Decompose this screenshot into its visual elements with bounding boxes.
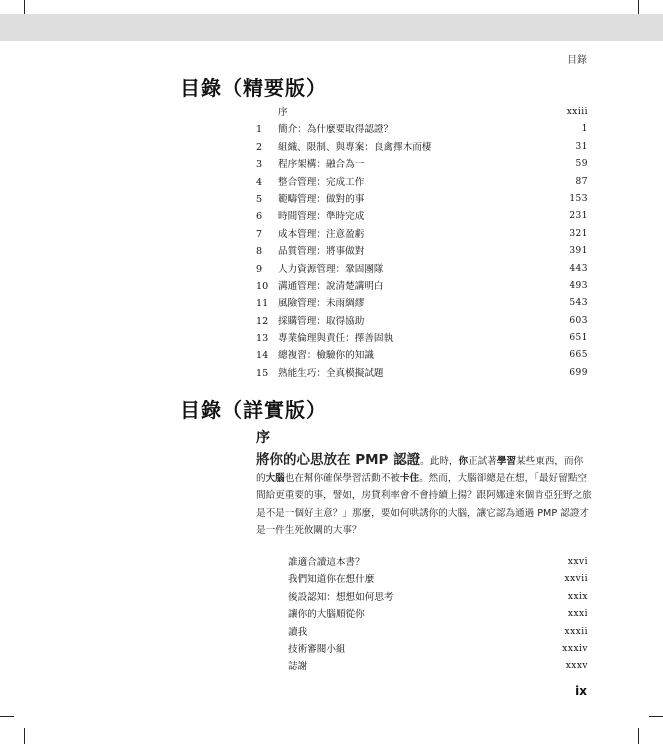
chapter-number: 1 xyxy=(256,124,263,136)
crop-mark xyxy=(24,728,25,744)
toc-entry[interactable] xyxy=(256,208,588,225)
toc-entry[interactable] xyxy=(256,139,588,156)
toc-entry[interactable] xyxy=(256,156,588,173)
chapter-number: 14 xyxy=(256,350,269,362)
page-number: 443 xyxy=(569,263,588,274)
chapter-number: 15 xyxy=(256,367,269,379)
page-number: 493 xyxy=(569,280,588,291)
toc-entry[interactable] xyxy=(256,243,588,260)
chapter-title: 範疇管理：做對的事 xyxy=(278,193,365,205)
toc-entry[interactable] xyxy=(256,191,588,208)
chapter-title: 成本管理：注意盈虧 xyxy=(278,228,365,240)
page-number: 153 xyxy=(569,193,588,204)
section-title: 技術審閱小組 xyxy=(288,643,346,655)
section-title: 誌謝 xyxy=(288,661,308,673)
preface-heading: 序 xyxy=(256,430,270,446)
toc-subentry[interactable] xyxy=(288,554,588,571)
toc-subentry[interactable] xyxy=(288,641,588,658)
page-number: 699 xyxy=(569,367,588,378)
page-number: xxxii xyxy=(564,626,588,637)
page-number: 87 xyxy=(575,176,588,187)
chapter-number: 10 xyxy=(256,280,269,292)
chapter-title: 程序架構：融合為一 xyxy=(278,159,365,171)
page-number: 543 xyxy=(569,298,588,309)
page-number: xxiii xyxy=(566,107,588,117)
toc-entry[interactable] xyxy=(256,226,588,243)
preface-lead: 將你的心思放在 PMP 認證 xyxy=(256,452,421,468)
page-number: 231 xyxy=(569,211,588,222)
toc-subentry[interactable] xyxy=(288,658,588,675)
toc-entry[interactable] xyxy=(256,174,588,191)
preface-text: 。此時， xyxy=(420,456,459,467)
chapter-number: 6 xyxy=(256,211,263,223)
chapter-title: 整合管理：完成工作 xyxy=(278,176,365,188)
crop-mark xyxy=(24,0,25,14)
chapter-title: 溝通管理：說清楚講明白 xyxy=(278,280,384,292)
page-number: xxxiv xyxy=(562,643,588,654)
chapter-title: 專業倫理與責任：擇善固執 xyxy=(278,333,394,345)
toc-entry[interactable] xyxy=(256,278,588,295)
page-number: xxvi xyxy=(567,557,588,567)
section-title: 讀我 xyxy=(288,626,308,638)
chapter-title: 採購管理：取得協助 xyxy=(278,315,365,327)
preface-text: 也在幫你確保學習活動不被 xyxy=(284,473,400,485)
toc-entry[interactable] xyxy=(256,313,588,330)
toc-entry[interactable] xyxy=(256,365,588,382)
chapter-title: 簡介：為什麼要取得認證？ xyxy=(278,124,394,136)
chapter-title: 時間管理：準時完成 xyxy=(278,211,365,223)
chapter-number: 8 xyxy=(256,246,263,258)
page-folio: ix xyxy=(575,684,587,698)
crop-mark xyxy=(638,728,639,744)
page-number: 59 xyxy=(575,159,588,170)
crop-mark xyxy=(638,0,639,14)
chapter-number: 13 xyxy=(256,333,269,345)
chapter-title: 風險管理：未雨綢繆 xyxy=(278,298,365,310)
toc-subentry[interactable] xyxy=(288,624,588,641)
toc-entry[interactable] xyxy=(256,121,588,138)
chapter-number: 11 xyxy=(256,298,269,310)
chapter-title: 人力資源管理：鞏固團隊 xyxy=(278,263,384,275)
chapter-number: 4 xyxy=(256,176,263,188)
toc-subentry[interactable] xyxy=(288,571,588,588)
page-number: 665 xyxy=(569,350,588,361)
section-title: 我們知道你在想什麼 xyxy=(288,574,375,586)
toc-detail-title: 目錄（詳實版） xyxy=(180,398,327,422)
toc-entry[interactable] xyxy=(256,261,588,278)
page-number: xxxv xyxy=(565,661,588,672)
chapter-number: 12 xyxy=(256,315,269,327)
chapter-title: 總複習：檢驗你的知識 xyxy=(278,350,374,362)
chapter-title: 組織、限制、與專案：良禽擇木而棲 xyxy=(278,141,432,153)
page-number: xxvii xyxy=(564,574,588,585)
toc-brief-title: 目錄（精要版） xyxy=(180,76,327,100)
preface-text: 某些東西，而你的 xyxy=(256,456,584,485)
crop-mark xyxy=(0,716,14,717)
crop-mark xyxy=(649,716,663,717)
chapter-title: 熟能生巧：全真模擬試題 xyxy=(278,367,384,379)
header-band xyxy=(0,14,663,41)
chapter-number: 3 xyxy=(256,159,263,171)
running-header: 目錄 xyxy=(567,55,587,66)
chapter-number: 5 xyxy=(256,193,263,205)
chapter-title: 品質管理：將事做對 xyxy=(278,246,365,258)
chapter-number: 2 xyxy=(256,141,263,153)
page-number: 31 xyxy=(575,141,588,152)
toc-brief-list xyxy=(256,104,588,382)
page-number: xxix xyxy=(567,591,588,602)
page-number: 651 xyxy=(569,333,588,344)
page-number: 1 xyxy=(581,124,588,135)
page-number: 391 xyxy=(569,246,588,257)
toc-entry[interactable] xyxy=(256,330,588,347)
toc-entry[interactable] xyxy=(256,347,588,364)
toc-entry[interactable] xyxy=(256,295,588,312)
section-title: 後設認知：想想如何思考 xyxy=(288,591,394,603)
chapter-number: 7 xyxy=(256,228,263,240)
toc-subentry[interactable] xyxy=(288,606,588,623)
preface-bold: 大腦 xyxy=(265,473,285,485)
toc-entry[interactable] xyxy=(256,104,588,121)
preface-text: 。然而，大腦卻總是在想，「最好留點空間給更重要的事，譬如，房貸利率會不會持續上揚？跟阿娜達來個肯亞狂野之旅是不是一個好主意？」那麼，要如何哄誘你的大腦，讓它認為通過 PMP 認證才是一件生死攸關的大事？ xyxy=(256,473,592,536)
section-title: 誰適合讀這本書？ xyxy=(288,557,365,568)
preface-bold: 你 xyxy=(458,456,469,467)
toc-detail-list xyxy=(288,554,588,676)
toc-subentry[interactable] xyxy=(288,589,588,606)
preface-bold: 卡住 xyxy=(399,473,420,485)
section-title: 讓你的大腦順從你 xyxy=(288,609,365,621)
chapter-title: 序 xyxy=(278,107,288,118)
page-number: xxxi xyxy=(567,609,588,620)
page-number: 603 xyxy=(569,315,588,326)
preface-paragraph xyxy=(256,452,592,539)
preface-bold: 學習 xyxy=(496,456,517,467)
page-number: 321 xyxy=(569,228,588,239)
preface-text: 正試著 xyxy=(468,456,497,467)
chapter-number: 9 xyxy=(256,263,263,275)
